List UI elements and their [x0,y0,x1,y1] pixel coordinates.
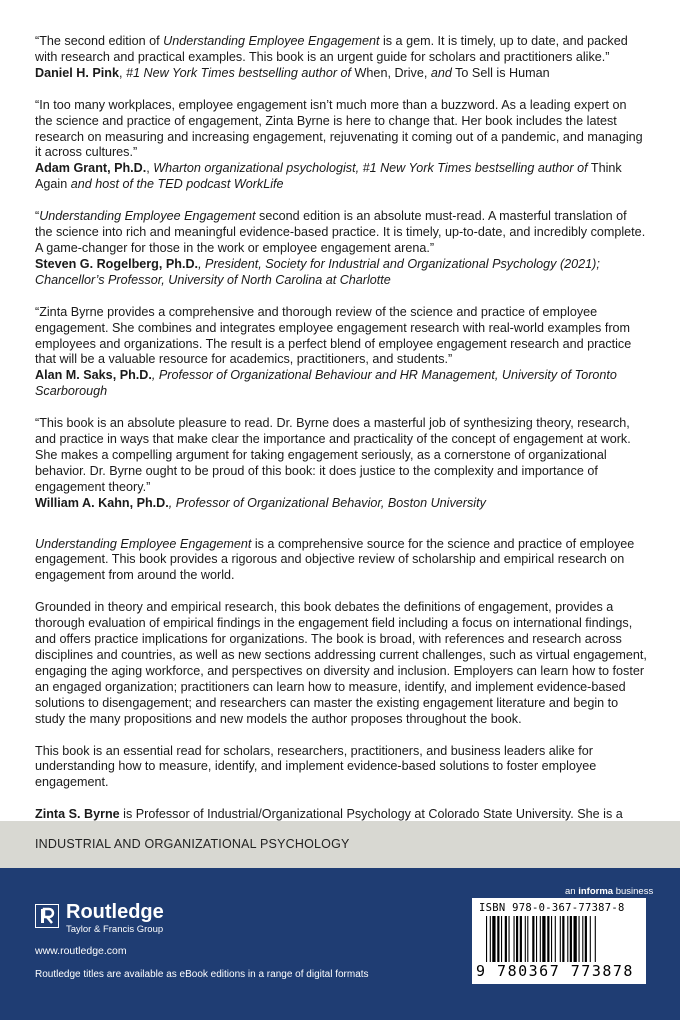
routledge-logo-icon [35,904,59,928]
author-bio: Zinta S. Byrne is Professor of Industrial/Organizational Psychology at Colorado State University. She is a [35,807,623,822]
endorsement-quote: “This book is an absolute pleasure to read. Dr. Byrne does a masterful job of synthesizing theory, research, and practice in ways that make clear the importance and practicality of the concept of engagement at work. She makes a compelling argument for taking engagement seriously, as a cornerstone of organizational behavior. Dr. Byrne ought to be proud of this book: it does justice to the complexity and importance of engagement theory.” [35,416,631,494]
publisher-footer [0,868,680,1020]
subject-band [0,821,680,868]
endorsement-attribution: Daniel H. Pink, #1 New York Times bestselling author of When, Drive, and To Sell is Human [35,65,550,80]
barcode-number: 9 780367 773878 [476,962,634,980]
publisher-name: Routledge [66,901,164,923]
endorsement-quote: “The second edition of Understanding Employee Engagement is a gem. It is timely, up to date, and packed with research and practical examples. This book is an urgent guide for scholars and practitioners alike.” [35,34,628,64]
publisher-group: Taylor & Francis Group [66,924,164,935]
endorsement-attribution: Steven G. Rogelberg, Ph.D., President, Society for Industrial and Organizational Psychology (2021); Chancellor’s Professor, University of North Carolina at Charlotte [35,256,600,287]
endorsement-pink [35,34,647,82]
book-description [35,537,647,840]
description-paragraph: Grounded in theory and empirical research, this book debates the definitions of engagement, provides a thorough evaluation of empirical findings in the engagement field including a focus on international findings, and offers practice implications for organizations. The book is broad, with references and research across disciplines and countries, as well as new sections addressing current challenges, such as virtual engagement, engaging the aging workforce, and perspectives on diversity and inclusion. Employers can learn how to foster an engaged organization; practitioners can learn how to measure, identify, and implement evidence-based solutions to disengagement; and researchers can master the existing engagement literature and begin to study the many propositions and new models the author proposes throughout the book. [35,600,647,726]
endorsement-attribution: William A. Kahn, Ph.D., Professor of Organizational Behavior, Boston University [35,495,486,510]
ebook-note: Routledge titles are available as eBook editions in a range of digital formats [35,969,369,980]
informa-tagline: an informa business [565,886,654,897]
endorsement-quote: “In too many workplaces, employee engagement isn’t much more than a buzzword. As a leading expert on the science and practice of engagement, Zinta Byrne is here to change that. Her book includes the latest research on measuring and increasing engagement, rejuvenating it coming out of a pandemic, and managing it across cultures.” [35,97,643,160]
isbn-label: ISBN 978-0-367-77387-8 [479,902,625,914]
endorsement-attribution: Alan M. Saks, Ph.D., Professor of Organizational Behaviour and HR Management, University of Toronto Scarborough [35,368,617,399]
back-cover-text [35,34,647,855]
endorsement-attribution: Adam Grant, Ph.D., Wharton organizational psychologist, #1 New York Times bestselling author of Think Again and host of the TED podcast WorkLife [35,161,622,192]
endorsement-rogelberg [35,209,647,289]
endorsement-grant [35,98,647,193]
isbn-barcode [472,898,646,984]
barcode-bars-icon [486,916,636,962]
description-paragraph: Understanding Employee Engagement is a comprehensive source for the science and practice of employee engagement. This book provides a rigorous and objective review of scholarship and empirical research on engagement from around the world. [35,536,635,583]
endorsement-quote: “Zinta Byrne provides a comprehensive and thorough review of the science and practice of employee engagement. She combines and integrates employee engagement research with real-world examples from employees and organizations. The result is a perfect blend of employee engagement research and practice that will be a valuable resource for academics, practitioners, and students.” [35,304,632,367]
endorsement-kahn [35,416,647,511]
description-paragraph: This book is an essential read for scholars, researchers, practitioners, and business leaders alike for understanding how to measure, identify, and implement evidence-based solutions to foster employee engagement. [35,743,597,790]
endorsement-saks [35,305,647,400]
subject-category: INDUSTRIAL AND ORGANIZATIONAL PSYCHOLOGY [35,837,350,851]
publisher-website: www.routledge.com [35,945,127,957]
endorsement-quote: “Understanding Employee Engagement second edition is an absolute must-read. A masterful translation of the science into rich and meaningful evidence-based practice. It is timely, up-to-date, and incredibly complete. A game-changer for those in the work or employee engagement arena.” [35,209,646,255]
